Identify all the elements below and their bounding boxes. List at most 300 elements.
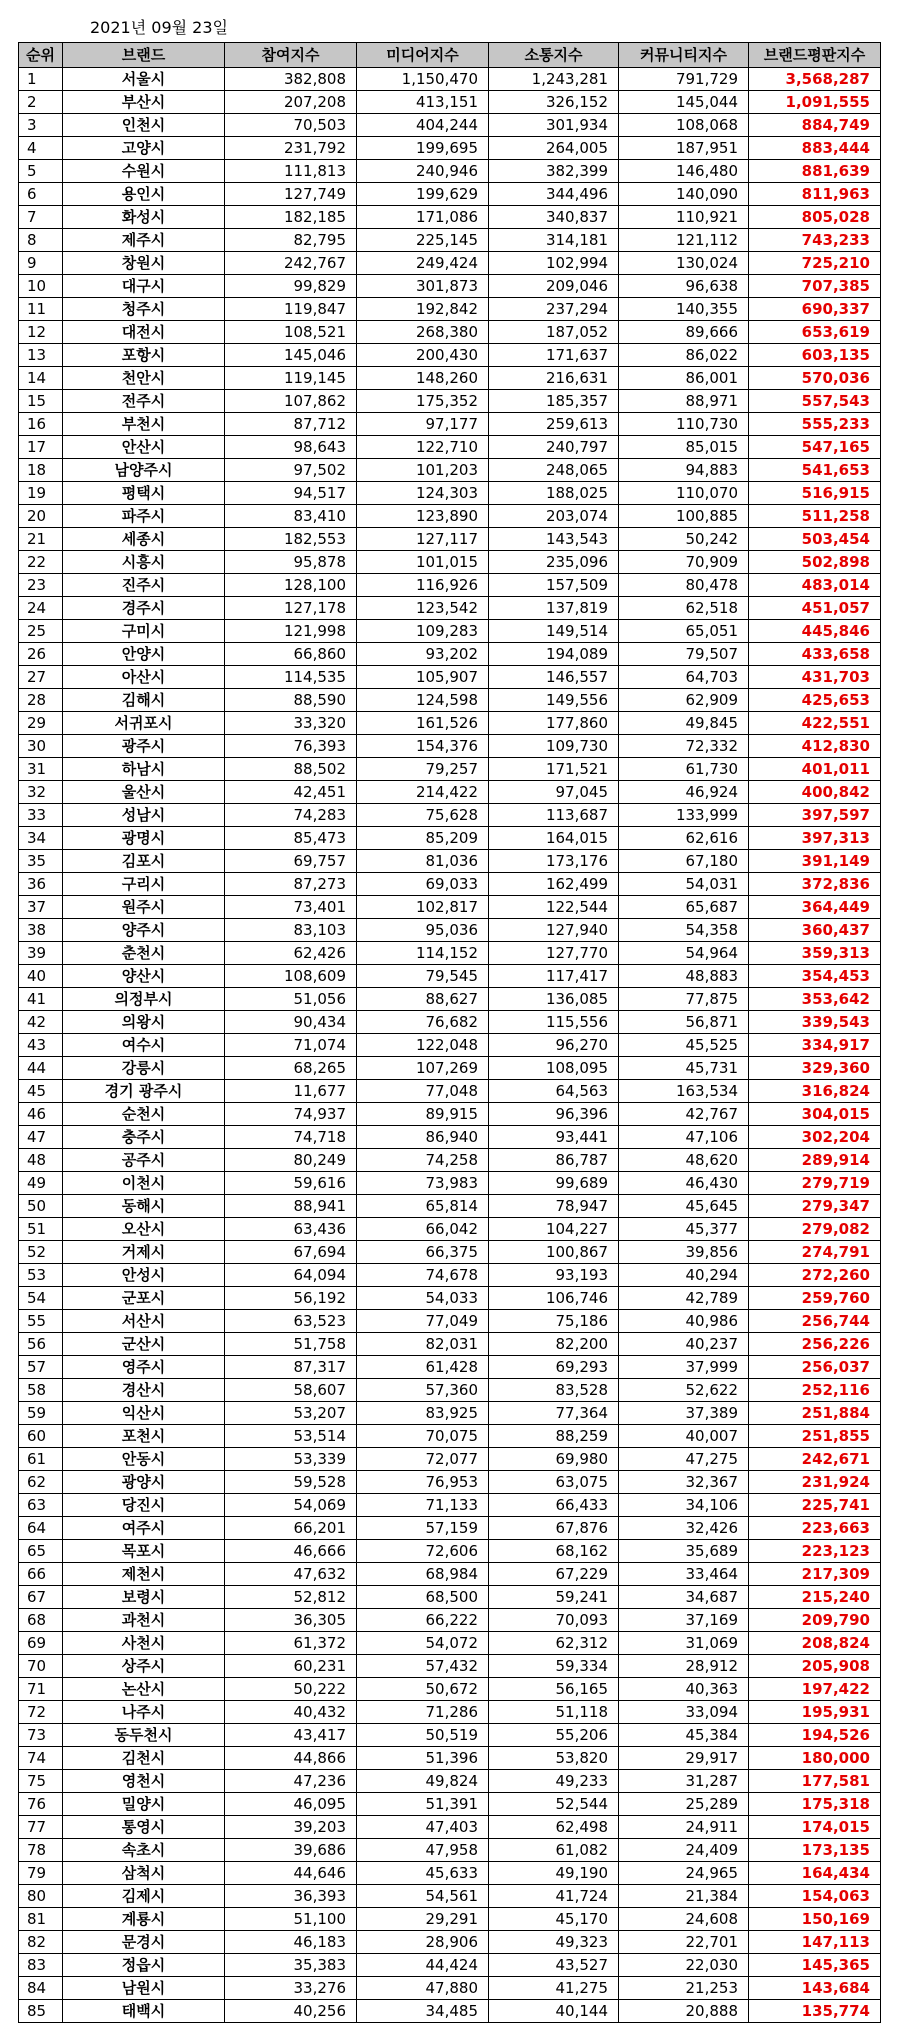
rank-cell: 68 bbox=[19, 1609, 63, 1632]
community-cell: 25,289 bbox=[619, 1793, 749, 1816]
brand-cell: 영천시 bbox=[63, 1770, 225, 1793]
communication-cell: 185,357 bbox=[489, 390, 619, 413]
community-cell: 47,106 bbox=[619, 1126, 749, 1149]
communication-cell: 187,052 bbox=[489, 321, 619, 344]
brand-cell: 광양시 bbox=[63, 1471, 225, 1494]
communication-cell: 68,162 bbox=[489, 1540, 619, 1563]
rank-cell: 61 bbox=[19, 1448, 63, 1471]
rank-cell: 82 bbox=[19, 1931, 63, 1954]
table-row bbox=[19, 1103, 881, 1126]
rank-cell: 85 bbox=[19, 2000, 63, 2023]
brand-reputation-cell: 541,653 bbox=[749, 459, 881, 482]
media-cell: 50,672 bbox=[357, 1678, 489, 1701]
community-cell: 49,845 bbox=[619, 712, 749, 735]
brand-cell: 용인시 bbox=[63, 183, 225, 206]
brand-cell: 동해시 bbox=[63, 1195, 225, 1218]
community-cell: 22,030 bbox=[619, 1954, 749, 1977]
community-cell: 140,355 bbox=[619, 298, 749, 321]
community-cell: 40,363 bbox=[619, 1678, 749, 1701]
rank-cell: 13 bbox=[19, 344, 63, 367]
rank-cell: 37 bbox=[19, 896, 63, 919]
media-cell: 83,925 bbox=[357, 1402, 489, 1425]
participation-cell: 68,265 bbox=[225, 1057, 357, 1080]
brand-cell: 시흥시 bbox=[63, 551, 225, 574]
community-cell: 37,389 bbox=[619, 1402, 749, 1425]
communication-cell: 127,770 bbox=[489, 942, 619, 965]
media-cell: 249,424 bbox=[357, 252, 489, 275]
brand-cell: 울산시 bbox=[63, 781, 225, 804]
brand-cell: 여주시 bbox=[63, 1517, 225, 1540]
participation-cell: 70,503 bbox=[225, 114, 357, 137]
brand-cell: 김제시 bbox=[63, 1885, 225, 1908]
communication-cell: 62,498 bbox=[489, 1816, 619, 1839]
rank-cell: 56 bbox=[19, 1333, 63, 1356]
communication-cell: 171,521 bbox=[489, 758, 619, 781]
participation-cell: 108,609 bbox=[225, 965, 357, 988]
table-row bbox=[19, 1425, 881, 1448]
media-cell: 1,150,470 bbox=[357, 68, 489, 91]
media-cell: 72,606 bbox=[357, 1540, 489, 1563]
media-cell: 77,049 bbox=[357, 1310, 489, 1333]
brand-cell: 대구시 bbox=[63, 275, 225, 298]
brand-cell: 제주시 bbox=[63, 229, 225, 252]
table-row bbox=[19, 1793, 881, 1816]
media-cell: 116,926 bbox=[357, 574, 489, 597]
table-row bbox=[19, 1517, 881, 1540]
rank-cell: 40 bbox=[19, 965, 63, 988]
media-cell: 93,202 bbox=[357, 643, 489, 666]
communication-cell: 62,312 bbox=[489, 1632, 619, 1655]
communication-cell: 115,556 bbox=[489, 1011, 619, 1034]
table-row bbox=[19, 137, 881, 160]
table-row bbox=[19, 758, 881, 781]
media-cell: 66,375 bbox=[357, 1241, 489, 1264]
brand-reputation-cell: 502,898 bbox=[749, 551, 881, 574]
media-cell: 79,545 bbox=[357, 965, 489, 988]
participation-cell: 46,666 bbox=[225, 1540, 357, 1563]
table-row bbox=[19, 413, 881, 436]
table-row bbox=[19, 1931, 881, 1954]
report-date: 2021년 09월 23일 bbox=[90, 18, 228, 37]
communication-cell: 56,165 bbox=[489, 1678, 619, 1701]
community-cell: 35,689 bbox=[619, 1540, 749, 1563]
brand-cell: 춘천시 bbox=[63, 942, 225, 965]
table-row bbox=[19, 252, 881, 275]
rank-cell: 45 bbox=[19, 1080, 63, 1103]
community-cell: 24,608 bbox=[619, 1908, 749, 1931]
communication-cell: 43,527 bbox=[489, 1954, 619, 1977]
table-row bbox=[19, 183, 881, 206]
communication-cell: 237,294 bbox=[489, 298, 619, 321]
media-cell: 124,598 bbox=[357, 689, 489, 712]
participation-cell: 95,878 bbox=[225, 551, 357, 574]
table-row bbox=[19, 1287, 881, 1310]
media-cell: 122,710 bbox=[357, 436, 489, 459]
communication-cell: 66,433 bbox=[489, 1494, 619, 1517]
media-cell: 51,391 bbox=[357, 1793, 489, 1816]
brand-reputation-cell: 557,543 bbox=[749, 390, 881, 413]
participation-cell: 74,718 bbox=[225, 1126, 357, 1149]
participation-cell: 119,145 bbox=[225, 367, 357, 390]
community-cell: 45,525 bbox=[619, 1034, 749, 1057]
table-row bbox=[19, 1954, 881, 1977]
media-cell: 225,145 bbox=[357, 229, 489, 252]
brand-cell: 김천시 bbox=[63, 1747, 225, 1770]
media-cell: 122,048 bbox=[357, 1034, 489, 1057]
communication-cell: 188,025 bbox=[489, 482, 619, 505]
media-cell: 47,958 bbox=[357, 1839, 489, 1862]
participation-cell: 54,069 bbox=[225, 1494, 357, 1517]
participation-cell: 76,393 bbox=[225, 735, 357, 758]
community-cell: 34,106 bbox=[619, 1494, 749, 1517]
brand-cell: 구리시 bbox=[63, 873, 225, 896]
community-cell: 130,024 bbox=[619, 252, 749, 275]
participation-cell: 40,256 bbox=[225, 2000, 357, 2023]
media-cell: 214,422 bbox=[357, 781, 489, 804]
communication-cell: 149,556 bbox=[489, 689, 619, 712]
community-cell: 42,789 bbox=[619, 1287, 749, 1310]
rank-cell: 19 bbox=[19, 482, 63, 505]
communication-cell: 67,876 bbox=[489, 1517, 619, 1540]
community-cell: 48,883 bbox=[619, 965, 749, 988]
media-cell: 44,424 bbox=[357, 1954, 489, 1977]
table-row bbox=[19, 298, 881, 321]
brand-reputation-cell: 397,597 bbox=[749, 804, 881, 827]
rank-cell: 75 bbox=[19, 1770, 63, 1793]
communication-cell: 100,867 bbox=[489, 1241, 619, 1264]
community-cell: 70,909 bbox=[619, 551, 749, 574]
community-cell: 48,620 bbox=[619, 1149, 749, 1172]
brand-cell: 부천시 bbox=[63, 413, 225, 436]
participation-cell: 50,222 bbox=[225, 1678, 357, 1701]
table-row bbox=[19, 896, 881, 919]
table-row bbox=[19, 229, 881, 252]
brand-cell: 김포시 bbox=[63, 850, 225, 873]
brand-reputation-cell: 154,063 bbox=[749, 1885, 881, 1908]
brand-cell: 강릉시 bbox=[63, 1057, 225, 1080]
communication-cell: 382,399 bbox=[489, 160, 619, 183]
community-cell: 187,951 bbox=[619, 137, 749, 160]
brand-cell: 안산시 bbox=[63, 436, 225, 459]
rank-cell: 58 bbox=[19, 1379, 63, 1402]
brand-cell: 목포시 bbox=[63, 1540, 225, 1563]
rank-cell: 63 bbox=[19, 1494, 63, 1517]
participation-cell: 59,528 bbox=[225, 1471, 357, 1494]
media-cell: 82,031 bbox=[357, 1333, 489, 1356]
table-row bbox=[19, 827, 881, 850]
media-cell: 161,526 bbox=[357, 712, 489, 735]
brand-reputation-cell: 215,240 bbox=[749, 1586, 881, 1609]
table-row bbox=[19, 436, 881, 459]
brand-cell: 안동시 bbox=[63, 1448, 225, 1471]
table-row bbox=[19, 1149, 881, 1172]
table-row bbox=[19, 1379, 881, 1402]
media-cell: 101,015 bbox=[357, 551, 489, 574]
brand-reputation-cell: 256,226 bbox=[749, 1333, 881, 1356]
brand-reputation-cell: 223,663 bbox=[749, 1517, 881, 1540]
participation-cell: 46,183 bbox=[225, 1931, 357, 1954]
community-cell: 54,031 bbox=[619, 873, 749, 896]
media-cell: 148,260 bbox=[357, 367, 489, 390]
header-participation-index: 참여지수 bbox=[225, 43, 357, 68]
brand-reputation-cell: 433,658 bbox=[749, 643, 881, 666]
table-row bbox=[19, 1770, 881, 1793]
rank-cell: 47 bbox=[19, 1126, 63, 1149]
brand-cell: 충주시 bbox=[63, 1126, 225, 1149]
brand-reputation-cell: 516,915 bbox=[749, 482, 881, 505]
brand-reputation-cell: 145,365 bbox=[749, 1954, 881, 1977]
table-row bbox=[19, 1678, 881, 1701]
brand-reputation-cell: 400,842 bbox=[749, 781, 881, 804]
table-row bbox=[19, 942, 881, 965]
rank-cell: 9 bbox=[19, 252, 63, 275]
community-cell: 791,729 bbox=[619, 68, 749, 91]
brand-reputation-cell: 884,749 bbox=[749, 114, 881, 137]
participation-cell: 39,203 bbox=[225, 1816, 357, 1839]
participation-cell: 82,795 bbox=[225, 229, 357, 252]
communication-cell: 51,118 bbox=[489, 1701, 619, 1724]
media-cell: 72,077 bbox=[357, 1448, 489, 1471]
brand-reputation-cell: 329,360 bbox=[749, 1057, 881, 1080]
table-row bbox=[19, 91, 881, 114]
brand-cell: 서산시 bbox=[63, 1310, 225, 1333]
participation-cell: 52,812 bbox=[225, 1586, 357, 1609]
media-cell: 73,983 bbox=[357, 1172, 489, 1195]
community-cell: 24,409 bbox=[619, 1839, 749, 1862]
brand-cell: 과천시 bbox=[63, 1609, 225, 1632]
table-row bbox=[19, 114, 881, 137]
communication-cell: 264,005 bbox=[489, 137, 619, 160]
rank-cell: 6 bbox=[19, 183, 63, 206]
table-row bbox=[19, 574, 881, 597]
media-cell: 75,628 bbox=[357, 804, 489, 827]
community-cell: 40,007 bbox=[619, 1425, 749, 1448]
header-rank: 순위 bbox=[19, 43, 63, 68]
media-cell: 74,678 bbox=[357, 1264, 489, 1287]
community-cell: 86,001 bbox=[619, 367, 749, 390]
brand-reputation-cell: 316,824 bbox=[749, 1080, 881, 1103]
communication-cell: 82,200 bbox=[489, 1333, 619, 1356]
communication-cell: 137,819 bbox=[489, 597, 619, 620]
community-cell: 31,287 bbox=[619, 1770, 749, 1793]
brand-reputation-cell: 251,855 bbox=[749, 1425, 881, 1448]
brand-reputation-cell: 431,703 bbox=[749, 666, 881, 689]
participation-cell: 39,686 bbox=[225, 1839, 357, 1862]
participation-cell: 127,749 bbox=[225, 183, 357, 206]
participation-cell: 40,432 bbox=[225, 1701, 357, 1724]
communication-cell: 83,528 bbox=[489, 1379, 619, 1402]
rank-cell: 41 bbox=[19, 988, 63, 1011]
participation-cell: 64,094 bbox=[225, 1264, 357, 1287]
brand-cell: 청주시 bbox=[63, 298, 225, 321]
communication-cell: 63,075 bbox=[489, 1471, 619, 1494]
participation-cell: 83,103 bbox=[225, 919, 357, 942]
brand-cell: 구미시 bbox=[63, 620, 225, 643]
rank-cell: 36 bbox=[19, 873, 63, 896]
brand-reputation-cell: 205,908 bbox=[749, 1655, 881, 1678]
communication-cell: 1,243,281 bbox=[489, 68, 619, 91]
table-row bbox=[19, 1264, 881, 1287]
media-cell: 199,629 bbox=[357, 183, 489, 206]
brand-cell: 군포시 bbox=[63, 1287, 225, 1310]
rank-cell: 51 bbox=[19, 1218, 63, 1241]
participation-cell: 108,521 bbox=[225, 321, 357, 344]
brand-reputation-cell: 252,116 bbox=[749, 1379, 881, 1402]
communication-cell: 216,631 bbox=[489, 367, 619, 390]
media-cell: 88,627 bbox=[357, 988, 489, 1011]
media-cell: 86,940 bbox=[357, 1126, 489, 1149]
participation-cell: 63,436 bbox=[225, 1218, 357, 1241]
participation-cell: 51,758 bbox=[225, 1333, 357, 1356]
brand-reputation-cell: 175,318 bbox=[749, 1793, 881, 1816]
media-cell: 154,376 bbox=[357, 735, 489, 758]
header-row bbox=[19, 43, 881, 68]
participation-cell: 88,590 bbox=[225, 689, 357, 712]
brand-reputation-cell: 150,169 bbox=[749, 1908, 881, 1931]
community-cell: 110,730 bbox=[619, 413, 749, 436]
rank-cell: 64 bbox=[19, 1517, 63, 1540]
participation-cell: 42,451 bbox=[225, 781, 357, 804]
table-row bbox=[19, 344, 881, 367]
communication-cell: 173,176 bbox=[489, 850, 619, 873]
rank-cell: 22 bbox=[19, 551, 63, 574]
table-row bbox=[19, 1747, 881, 1770]
communication-cell: 203,074 bbox=[489, 505, 619, 528]
brand-reputation-cell: 256,037 bbox=[749, 1356, 881, 1379]
media-cell: 97,177 bbox=[357, 413, 489, 436]
brand-reputation-cell: 743,233 bbox=[749, 229, 881, 252]
media-cell: 28,906 bbox=[357, 1931, 489, 1954]
media-cell: 69,033 bbox=[357, 873, 489, 896]
community-cell: 77,875 bbox=[619, 988, 749, 1011]
brand-cell: 공주시 bbox=[63, 1149, 225, 1172]
header-media-index: 미디어지수 bbox=[357, 43, 489, 68]
table-row bbox=[19, 712, 881, 735]
community-cell: 62,518 bbox=[619, 597, 749, 620]
brand-reputation-cell: 302,204 bbox=[749, 1126, 881, 1149]
brand-cell: 경주시 bbox=[63, 597, 225, 620]
table-row bbox=[19, 1172, 881, 1195]
communication-cell: 109,730 bbox=[489, 735, 619, 758]
brand-cell: 천안시 bbox=[63, 367, 225, 390]
media-cell: 45,633 bbox=[357, 1862, 489, 1885]
brand-reputation-cell: 503,454 bbox=[749, 528, 881, 551]
media-cell: 102,817 bbox=[357, 896, 489, 919]
brand-reputation-cell: 208,824 bbox=[749, 1632, 881, 1655]
community-cell: 62,909 bbox=[619, 689, 749, 712]
communication-cell: 45,170 bbox=[489, 1908, 619, 1931]
communication-cell: 59,334 bbox=[489, 1655, 619, 1678]
rank-cell: 74 bbox=[19, 1747, 63, 1770]
table-row bbox=[19, 643, 881, 666]
communication-cell: 41,275 bbox=[489, 1977, 619, 2000]
communication-cell: 49,233 bbox=[489, 1770, 619, 1793]
rank-cell: 46 bbox=[19, 1103, 63, 1126]
rank-cell: 57 bbox=[19, 1356, 63, 1379]
participation-cell: 35,383 bbox=[225, 1954, 357, 1977]
brand-reputation-cell: 231,924 bbox=[749, 1471, 881, 1494]
brand-reputation-cell: 279,082 bbox=[749, 1218, 881, 1241]
brand-cell: 화성시 bbox=[63, 206, 225, 229]
table-row bbox=[19, 781, 881, 804]
rank-cell: 72 bbox=[19, 1701, 63, 1724]
participation-cell: 66,201 bbox=[225, 1517, 357, 1540]
rank-cell: 7 bbox=[19, 206, 63, 229]
communication-cell: 61,082 bbox=[489, 1839, 619, 1862]
brand-reputation-cell: 401,011 bbox=[749, 758, 881, 781]
communication-cell: 108,095 bbox=[489, 1057, 619, 1080]
media-cell: 175,352 bbox=[357, 390, 489, 413]
rank-cell: 27 bbox=[19, 666, 63, 689]
participation-cell: 98,643 bbox=[225, 436, 357, 459]
brand-reputation-cell: 194,526 bbox=[749, 1724, 881, 1747]
brand-cell: 계룡시 bbox=[63, 1908, 225, 1931]
participation-cell: 114,535 bbox=[225, 666, 357, 689]
rank-cell: 12 bbox=[19, 321, 63, 344]
rank-cell: 55 bbox=[19, 1310, 63, 1333]
media-cell: 54,072 bbox=[357, 1632, 489, 1655]
rank-cell: 38 bbox=[19, 919, 63, 942]
media-cell: 54,561 bbox=[357, 1885, 489, 1908]
table-row bbox=[19, 1195, 881, 1218]
brand-reputation-cell: 653,619 bbox=[749, 321, 881, 344]
media-cell: 95,036 bbox=[357, 919, 489, 942]
participation-cell: 33,276 bbox=[225, 1977, 357, 2000]
communication-cell: 96,396 bbox=[489, 1103, 619, 1126]
brand-cell: 경산시 bbox=[63, 1379, 225, 1402]
media-cell: 70,075 bbox=[357, 1425, 489, 1448]
rank-cell: 20 bbox=[19, 505, 63, 528]
brand-reputation-cell: 425,653 bbox=[749, 689, 881, 712]
communication-cell: 106,746 bbox=[489, 1287, 619, 1310]
brand-reputation-cell: 274,791 bbox=[749, 1241, 881, 1264]
table-row bbox=[19, 275, 881, 298]
participation-cell: 43,417 bbox=[225, 1724, 357, 1747]
community-cell: 40,294 bbox=[619, 1264, 749, 1287]
participation-cell: 121,998 bbox=[225, 620, 357, 643]
brand-cell: 삼척시 bbox=[63, 1862, 225, 1885]
communication-cell: 117,417 bbox=[489, 965, 619, 988]
brand-reputation-cell: 242,671 bbox=[749, 1448, 881, 1471]
participation-cell: 231,792 bbox=[225, 137, 357, 160]
rank-cell: 3 bbox=[19, 114, 63, 137]
brand-reputation-cell: 1,091,555 bbox=[749, 91, 881, 114]
community-cell: 79,507 bbox=[619, 643, 749, 666]
table-row bbox=[19, 873, 881, 896]
media-cell: 50,519 bbox=[357, 1724, 489, 1747]
brand-reputation-cell: 279,347 bbox=[749, 1195, 881, 1218]
media-cell: 200,430 bbox=[357, 344, 489, 367]
media-cell: 66,042 bbox=[357, 1218, 489, 1241]
communication-cell: 248,065 bbox=[489, 459, 619, 482]
communication-cell: 326,152 bbox=[489, 91, 619, 114]
media-cell: 101,203 bbox=[357, 459, 489, 482]
participation-cell: 67,694 bbox=[225, 1241, 357, 1264]
brand-cell: 남양주시 bbox=[63, 459, 225, 482]
participation-cell: 44,866 bbox=[225, 1747, 357, 1770]
brand-cell: 경기 광주시 bbox=[63, 1080, 225, 1103]
brand-cell: 정읍시 bbox=[63, 1954, 225, 1977]
participation-cell: 94,517 bbox=[225, 482, 357, 505]
table-row bbox=[19, 1655, 881, 1678]
community-cell: 33,094 bbox=[619, 1701, 749, 1724]
community-cell: 32,367 bbox=[619, 1471, 749, 1494]
participation-cell: 182,553 bbox=[225, 528, 357, 551]
brand-reputation-cell: 397,313 bbox=[749, 827, 881, 850]
brand-cell: 상주시 bbox=[63, 1655, 225, 1678]
communication-cell: 259,613 bbox=[489, 413, 619, 436]
media-cell: 413,151 bbox=[357, 91, 489, 114]
